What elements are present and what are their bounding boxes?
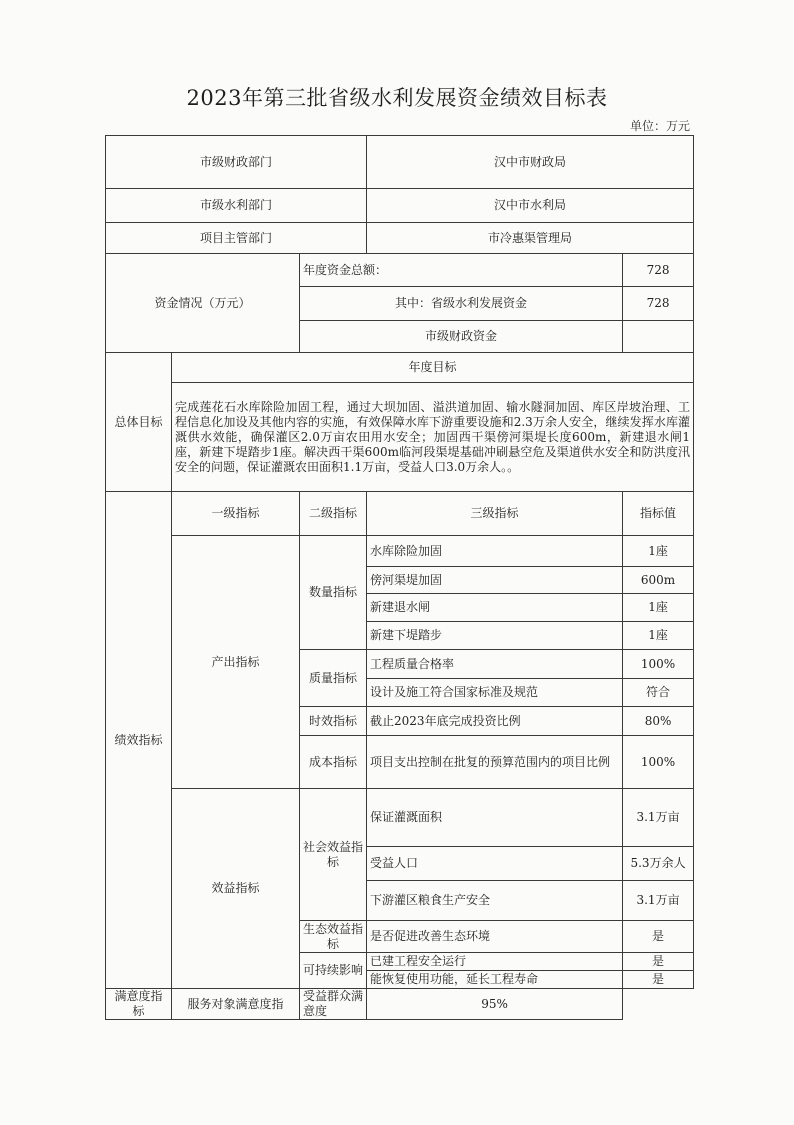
indicator-value: 600m — [623, 567, 694, 594]
project-dept-value: 市冷惠渠管理局 — [367, 223, 694, 254]
indicator-name: 水库除险加固 — [367, 536, 623, 567]
indicator-value: 100% — [623, 650, 694, 679]
satisfaction-sub-label: 服务对象满意度指 — [172, 989, 300, 1020]
indicator-value: 是 — [623, 921, 694, 953]
indicator-name: 新建下堤踏步 — [367, 622, 623, 650]
indicator-value: 3.1万亩 — [623, 881, 694, 921]
header-value: 指标值 — [623, 492, 694, 536]
indicator-name: 截止2023年底完成投资比例 — [367, 707, 623, 736]
finance-dept-value: 汉中市财政局 — [367, 136, 694, 189]
page-title: 2023年第三批省级水利发展资金绩效目标表 — [186, 86, 608, 110]
indicator-value: 1座 — [623, 622, 694, 650]
ecological-label: 生态效益指标 — [300, 921, 367, 953]
output-label: 产出指标 — [172, 536, 300, 789]
social-label: 社会效益指标 — [300, 789, 367, 921]
header-level2: 二级指标 — [300, 492, 367, 536]
cost-label: 成本指标 — [300, 736, 367, 789]
goal-label: 总体目标 — [106, 353, 172, 492]
satisfaction-label: 满意度指标 — [106, 989, 172, 1020]
timeliness-label: 时效指标 — [300, 707, 367, 736]
quality-label: 质量指标 — [300, 650, 367, 707]
indicator-name: 下游灌区粮食生产安全 — [367, 881, 623, 921]
indicator-name: 已建工程安全运行 — [367, 953, 623, 971]
indicator-name: 受益人口 — [367, 847, 623, 881]
indicator-name: 项目支出控制在批复的预算范围内的项目比例 — [367, 736, 623, 789]
funds-provincial-label: 其中：省级水利发展资金 — [300, 287, 623, 321]
project-dept-label: 项目主管部门 — [106, 223, 367, 254]
indicator-name: 是否促进改善生态环境 — [367, 921, 623, 953]
goal-text: 完成莲花石水库除险加固工程，通过大坝加固、溢洪道加固、输水隧洞加固、库区岸坡治理、工程信息化加设及其他内容的实施，有效保障水库下游重要设施和2.3万余人安全，继续发挥水库灌溉供水效能，确保灌区2.0万亩农田用水安全；加固西干渠傍河渠堤长度600m，新建退水闸1座，新建下堤踏步1座。解决西干渠600m临河段渠堤基础冲刷悬空危及渠道供水安全和防洪度汛安全的问题，保证灌溉农田面积1.1万亩，受益人口3.0万余人。。 — [172, 383, 694, 492]
indicator-value: 5.3万余人 — [623, 847, 694, 881]
header-level1: 一级指标 — [172, 492, 300, 536]
sustainable-label: 可持续影响 — [300, 953, 367, 989]
indicator-name: 受益群众满意度 — [300, 989, 367, 1020]
indicator-value: 是 — [623, 971, 694, 989]
indicator-value: 3.1万亩 — [623, 789, 694, 847]
funds-total-label: 年度资金总额： — [300, 254, 623, 287]
indicator-value: 100% — [623, 736, 694, 789]
indicator-name: 新建退水闸 — [367, 594, 623, 622]
indicator-name: 能恢复使用功能，延长工程寿命 — [367, 971, 623, 989]
quantity-label: 数量指标 — [300, 536, 367, 650]
indicator-value: 是 — [623, 953, 694, 971]
indicator-value: 符合 — [623, 679, 694, 707]
unit-label: 单位：万元 — [629, 119, 690, 133]
funds-city-value — [623, 321, 694, 353]
indicator-value: 95% — [367, 989, 623, 1020]
indicator-value: 1座 — [623, 536, 694, 567]
indicator-name: 傍河渠堤加固 — [367, 567, 623, 594]
perf-label: 绩效指标 — [106, 492, 172, 989]
indicator-name: 工程质量合格率 — [367, 650, 623, 679]
goal-header: 年度目标 — [172, 353, 694, 383]
benefit-label: 效益指标 — [172, 789, 300, 989]
water-dept-label: 市级水利部门 — [106, 189, 367, 223]
performance-target-table — [105, 135, 694, 1020]
indicator-name: 设计及施工符合国家标准及规范 — [367, 679, 623, 707]
finance-dept-label: 市级财政部门 — [106, 136, 367, 189]
header-level3: 三级指标 — [367, 492, 623, 536]
indicator-value: 80% — [623, 707, 694, 736]
indicator-name: 保证灌溉面积 — [367, 789, 623, 847]
funds-provincial-value: 728 — [623, 287, 694, 321]
water-dept-value: 汉中市水利局 — [367, 189, 694, 223]
indicator-value: 1座 — [623, 594, 694, 622]
funds-label: 资金情况（万元） — [106, 254, 300, 353]
funds-total-value: 728 — [623, 254, 694, 287]
funds-city-label: 市级财政资金 — [300, 321, 623, 353]
